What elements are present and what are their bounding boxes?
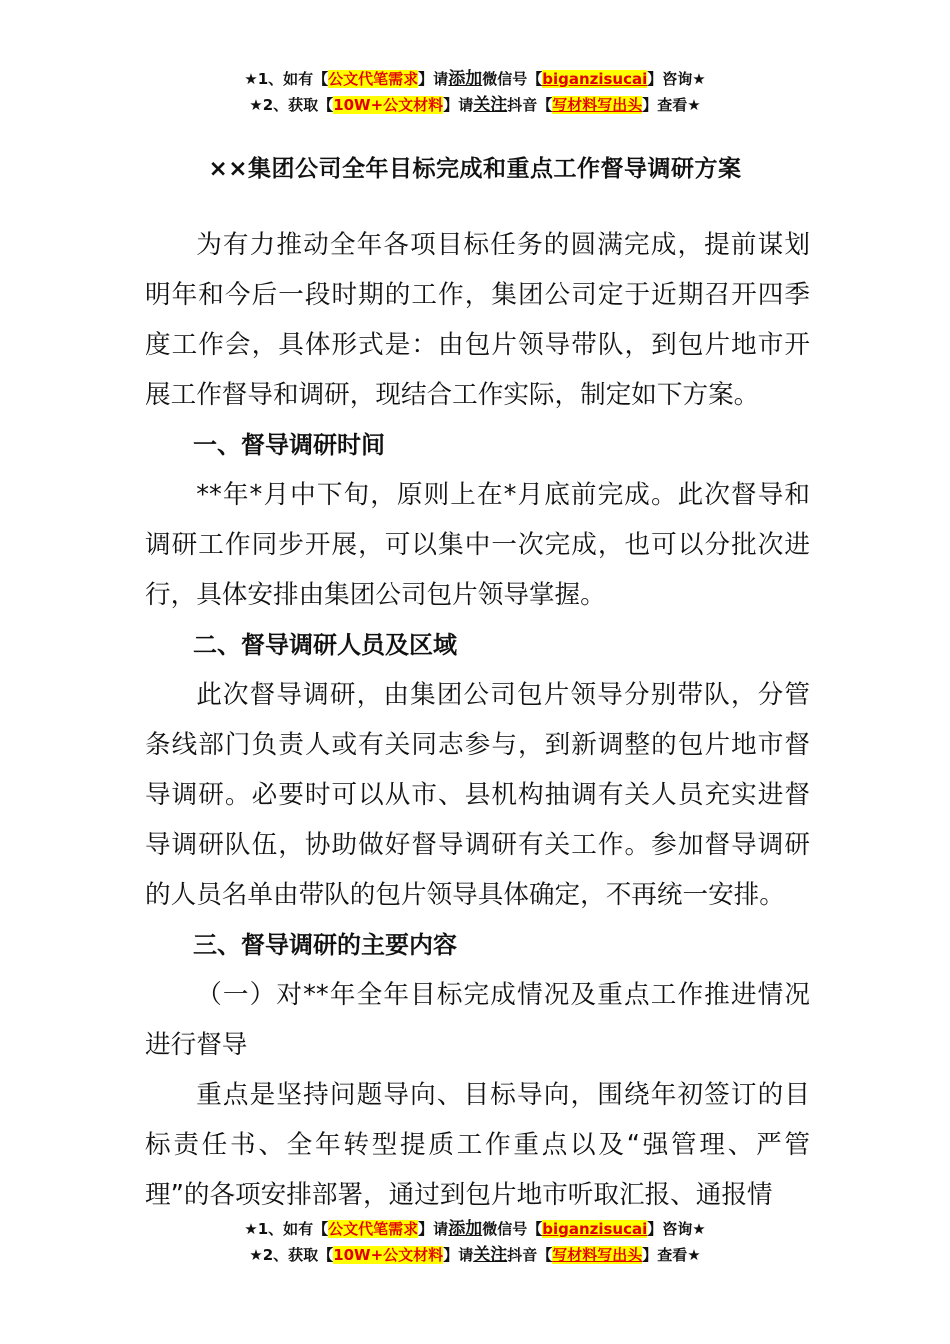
document-title: ××集团公司全年目标完成和重点工作督导调研方案 — [208, 156, 742, 182]
promo-text: 】请 — [418, 1220, 449, 1238]
body-paragraph: 重点是坚持问题导向、目标导向，围绕年初签订的目标责任书、全年转型提质工作重点以及“强管理、严管理”的各项安排部署，通过到包片地市听取汇报、通报情 — [145, 1080, 810, 1210]
promo-underline: 添加 — [448, 69, 483, 89]
body-paragraph: **年*月中下旬，原则上在*月底前完成。此次督导和调研工作同步开展，可以集中一次完成，也可以分批次进行，具体安排由集团公司包片领导掌握。 — [145, 480, 810, 610]
douyin-id: 写材料写出头 — [552, 1246, 643, 1264]
top-promo-banner — [0, 66, 950, 118]
promo-line-1 — [0, 1216, 950, 1242]
promo-text: 】查看★ — [642, 1246, 701, 1264]
promo-highlight: 10W+公文材料 — [333, 1246, 444, 1264]
wechat-id: biganzisucai — [542, 1220, 648, 1238]
promo-text: 微信号【 — [482, 1220, 543, 1238]
section-heading: 三、督导调研的主要内容 — [193, 931, 457, 959]
promo-highlight: 公文代笔需求 — [328, 1220, 419, 1238]
promo-text: 】咨询★ — [647, 70, 706, 88]
wechat-id: biganzisucai — [542, 70, 648, 88]
promo-line-2 — [0, 92, 950, 118]
section-heading: 一、督导调研时间 — [193, 431, 385, 459]
body-paragraph: 为有力推动全年各项目标任务的圆满完成，提前谋划明年和今后一段时期的工作，集团公司定于近期召开四季度工作会，具体形式是：由包片领导带队，到包片地市开展工作督导和调研，现结合工作实际，制定如下方案。 — [145, 230, 810, 410]
promo-text: 】查看★ — [642, 96, 701, 114]
subsection-heading: （一）对**年全年目标完成情况及重点工作推进情况进行督导 — [145, 980, 810, 1060]
promo-underline: 关注 — [473, 95, 508, 115]
promo-text: ★2、获取【 — [249, 1246, 334, 1264]
promo-text: 】请 — [443, 96, 474, 114]
section-heading: 二、督导调研人员及区域 — [193, 631, 457, 659]
promo-text: 】请 — [418, 70, 449, 88]
promo-highlight: 10W+公文材料 — [333, 96, 444, 114]
promo-text: ★1、如有【 — [244, 1220, 329, 1238]
promo-text: 】咨询★ — [647, 1220, 706, 1238]
body-paragraph: 此次督导调研，由集团公司包片领导分别带队，分管条线部门负责人或有关同志参与，到新调整的包片地市督导调研。必要时可以从市、县机构抽调有关人员充实进督导调研队伍，协助做好督导调研有关工作。参加督导调研的人员名单由带队的包片领导具体确定，不再统一安排。 — [145, 680, 810, 910]
promo-underline: 添加 — [448, 1219, 483, 1239]
promo-text: 抖音【 — [507, 1246, 553, 1264]
promo-text: 抖音【 — [507, 96, 553, 114]
promo-highlight: 公文代笔需求 — [328, 70, 419, 88]
promo-line-1 — [0, 66, 950, 92]
promo-text: 微信号【 — [482, 70, 543, 88]
document-body — [145, 220, 810, 1220]
promo-text: 】请 — [443, 1246, 474, 1264]
promo-text: ★2、获取【 — [249, 96, 334, 114]
promo-line-2 — [0, 1242, 950, 1268]
douyin-id: 写材料写出头 — [552, 96, 643, 114]
bottom-promo-banner — [0, 1216, 950, 1268]
promo-text: ★1、如有【 — [244, 70, 329, 88]
promo-underline: 关注 — [473, 1245, 508, 1265]
